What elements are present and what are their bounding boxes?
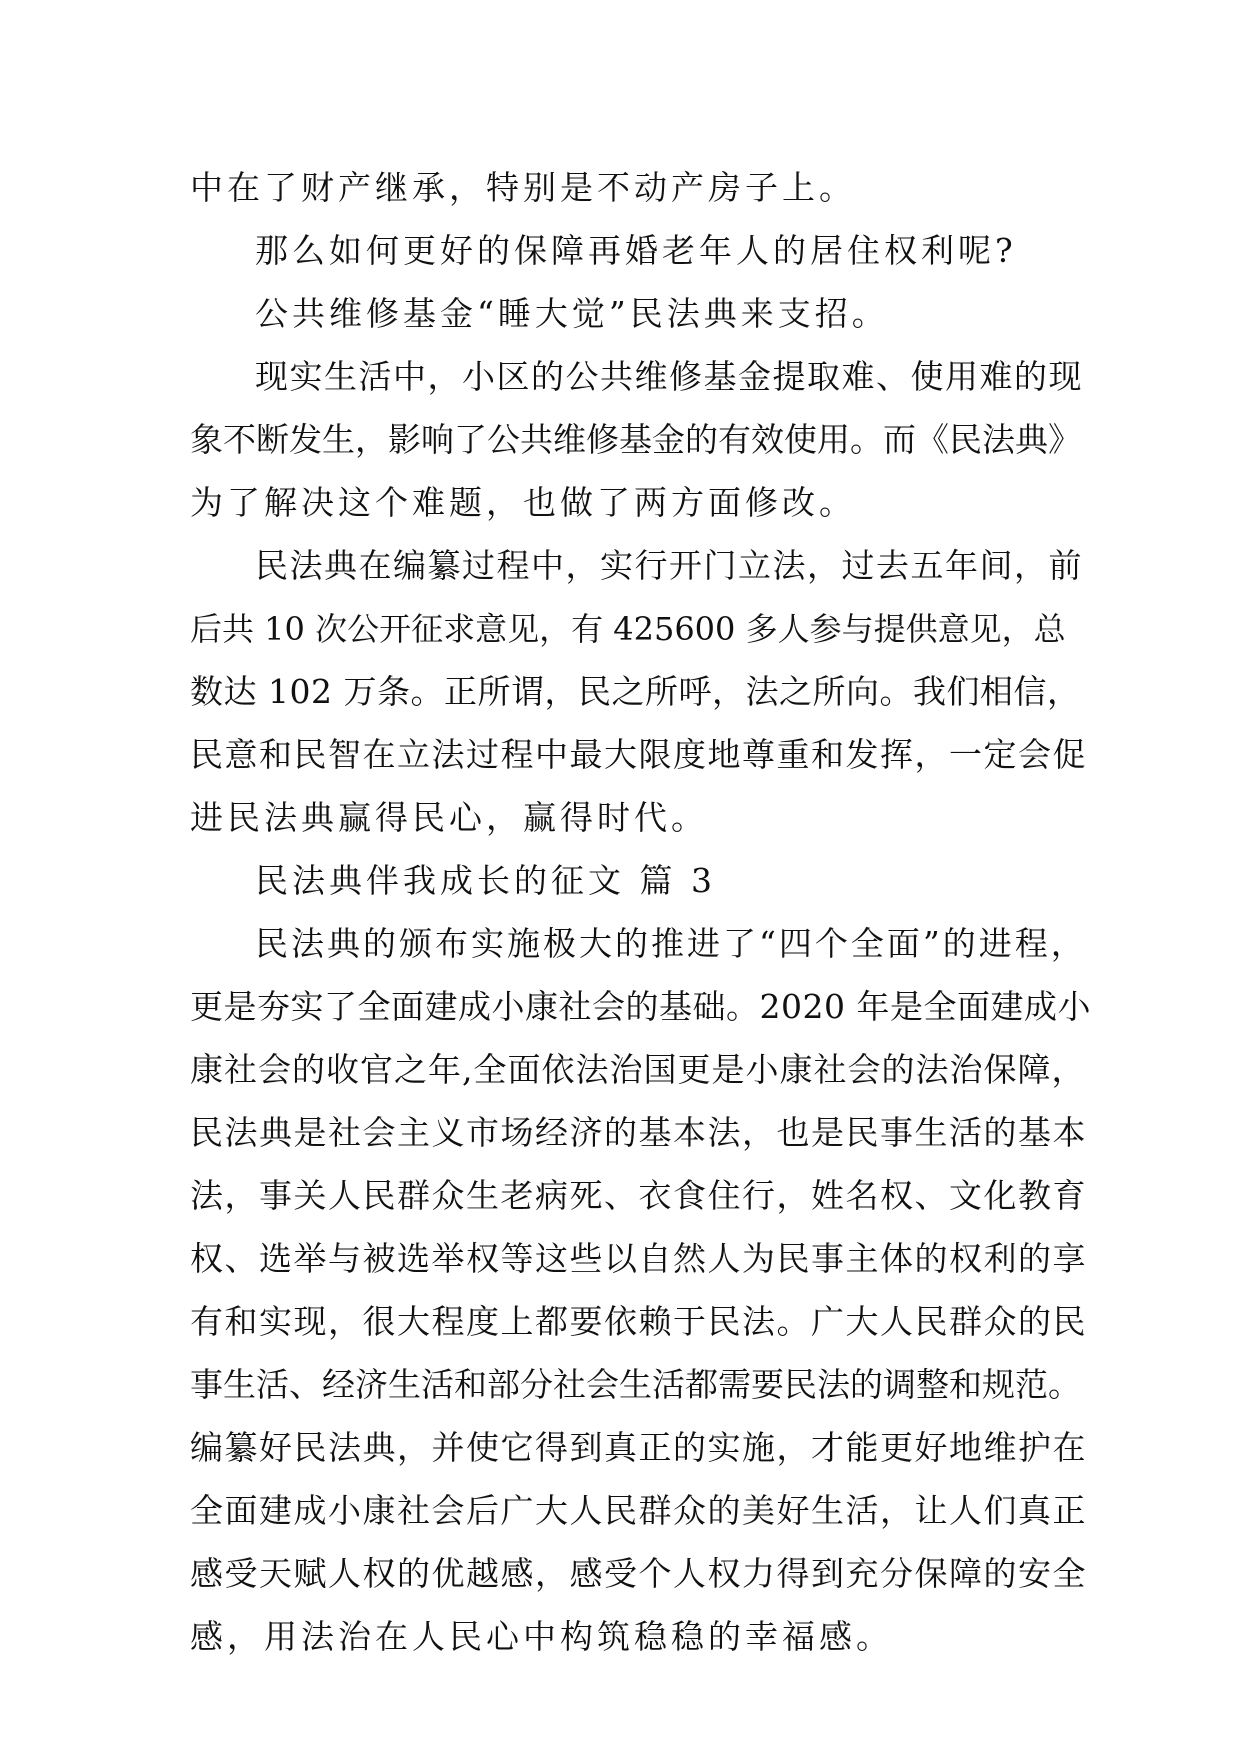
text-line: 事生活、经济生活和部分社会生活都需要民法的调整和规范。: [190, 1365, 1081, 1404]
text-line: 康社会的收官之年,全面依法治国更是小康社会的法治保障，: [190, 1050, 1086, 1089]
section-heading: 民法典伴我成长的征文 篇 3: [255, 861, 716, 900]
text-line: 公共维修基金“睡大觉”民法典来支招。: [255, 294, 889, 333]
text-line: 现实生活中，小区的公共维修基金提取难、使用难的现: [255, 357, 1083, 396]
text-line: 为了解决这个难题，也做了两方面修改。: [190, 483, 856, 522]
text-line: 那么如何更好的保障再婚老年人的居住权利呢?: [255, 231, 1017, 270]
text-line: 有和实现，很大程度上都要依赖于民法。广大人民群众的民: [190, 1302, 1087, 1341]
text-line: 更是夯实了全面建成小康社会的基础。2020 年是全面建成小: [190, 987, 1091, 1026]
text-line: 民法典在编纂过程中，实行开门立法，过去五年间，前: [255, 546, 1083, 585]
text-line: 民法典是社会主义市场经济的基本法，也是民事生活的基本: [190, 1113, 1087, 1152]
text-line: 感受天赋人权的优越感，感受个人权力得到充分保障的安全: [190, 1554, 1087, 1593]
text-line: 感，用法治在人民心中构筑稳稳的幸福感。: [190, 1617, 893, 1656]
text-line: 民意和民智在立法过程中最大限度地尊重和发挥，一定会促: [190, 735, 1087, 774]
text-line: 进民法典赢得民心，赢得时代。: [190, 798, 708, 837]
text-line: 中在了财产继承，特别是不动产房子上。: [190, 168, 856, 207]
text-line: 数达 102 万条。正所谓，民之所呼，法之所向。我们相信，: [190, 672, 1081, 711]
text-line: 象不断发生，影响了公共维修基金的有效使用。而《民法典》: [190, 420, 1081, 459]
text-line: 全面建成小康社会后广大人民群众的美好生活，让人们真正: [190, 1491, 1087, 1530]
text-line: 权、选举与被选举权等这些以自然人为民事主体的权利的享: [190, 1239, 1087, 1278]
text-line: 民法典的颁布实施极大的推进了“四个全面”的进程，: [255, 924, 1087, 963]
text-line: 后共 10 次公开征求意见，有 425600 多人参与提供意见，总: [190, 610, 1066, 648]
text-line: 法，事关人民群众生老病死、衣食住行，姓名权、文化教育: [190, 1176, 1087, 1215]
text-line: 编纂好民法典，并使它得到真正的实施，才能更好地维护在: [190, 1428, 1087, 1467]
